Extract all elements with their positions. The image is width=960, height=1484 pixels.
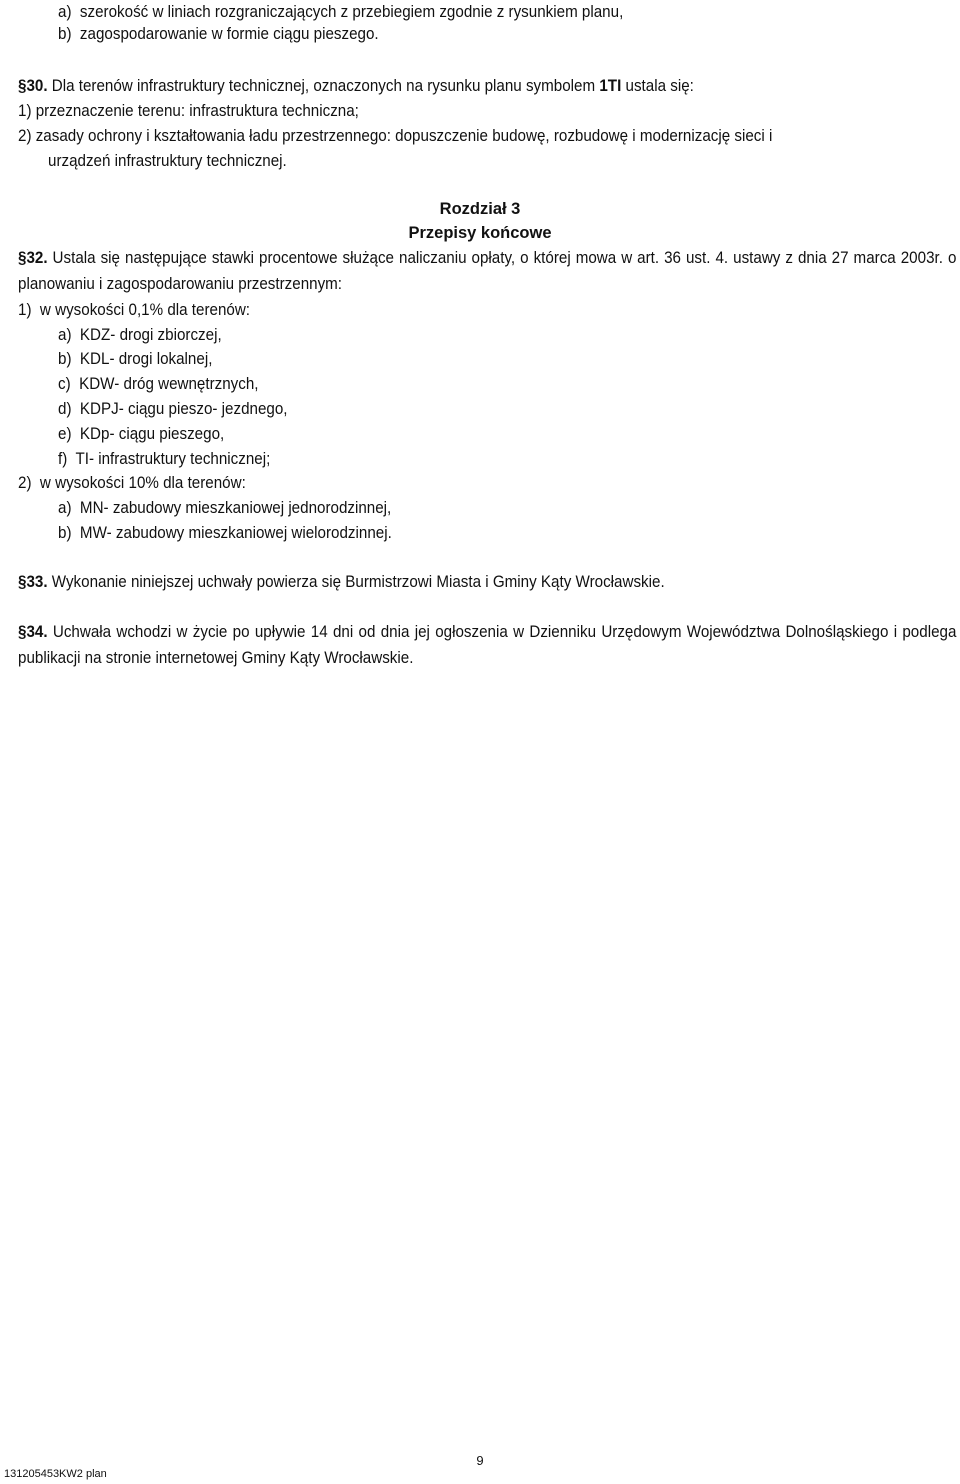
list-item: c) KDW- dróg wewnętrznych, [58, 375, 259, 393]
list-item: d) KDPJ- ciągu pieszo- jezdnego, [58, 400, 288, 418]
list-item: a) szerokość w liniach rozgraniczających z przebiegiem zgodnie z rysunkiem planu, [58, 3, 624, 21]
document-code: 131205453KW2 plan [4, 1468, 107, 1480]
list-item: b) zagospodarowanie w formie ciągu pieszego. [58, 25, 379, 43]
list-item: 1) w wysokości 0,1% dla terenów: [18, 301, 251, 319]
chapter-title: Rozdział 3 [439, 200, 521, 218]
chapter-subtitle: Przepisy końcowe [408, 224, 552, 242]
paragraph-30-item-1: 1) przeznaczenie terenu: infrastruktura techniczna; [18, 102, 359, 120]
paragraph-30-heading: §30. Dla terenów infrastruktury technicznej, oznaczonych na rysunku planu symbolem 1TI ustala się: [18, 77, 694, 95]
paragraph-33: §33. Wykonanie niniejszej uchwały powierza się Burmistrzowi Miasta i Gminy Kąty Wrocławskie. [18, 573, 665, 591]
paragraph-30-item-2: 2) zasady ochrony i kształtowania ładu przestrzennego: dopuszczenie budowę, rozbudowę i modernizację sieci i [18, 127, 773, 145]
list-item: a) MN- zabudowy mieszkaniowej jednorodzinnej, [58, 499, 392, 517]
list-item: f) TI- infrastruktury technicznej; [58, 450, 271, 468]
list-item: 2) w wysokości 10% dla terenów: [18, 474, 246, 492]
paragraph-32: §32. Ustala się następujące stawki procentowe służące naliczaniu opłaty, o której mowa w art. 36 ust. 4. ustawy z dnia 27 marca 2003r. o planowaniu i zagospodarowaniu przestrzennym: [18, 249, 957, 293]
paragraph-34: §34. Uchwała wchodzi w życie po upływie 14 dni od dnia jej ogłoszenia w Dzienniku Urzędowym Województwa Dolnośląskiego i podlega publikacji na stronie internetowej Gminy Kąty Wrocławskie. [18, 623, 957, 667]
list-item: e) KDp- ciągu pieszego, [58, 425, 225, 443]
list-item: b) MW- zabudowy mieszkaniowej wielorodzinnej. [58, 524, 392, 542]
list-item: b) KDL- drogi lokalnej, [58, 350, 213, 368]
page-number: 9 [476, 1453, 484, 1468]
paragraph-30-item-2-cont: urządzeń infrastruktury technicznej. [48, 152, 287, 170]
list-item: a) KDZ- drogi zbiorczej, [58, 326, 222, 344]
